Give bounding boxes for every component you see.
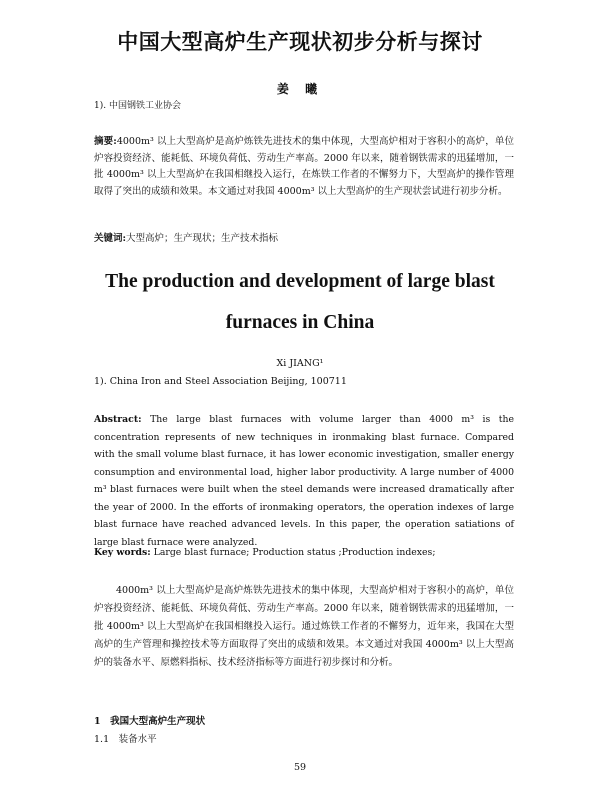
- abstract-cn: [94, 134, 514, 200]
- abstract-en-label: Abstract:: [94, 414, 142, 425]
- author-name-cn: 姜 曦: [276, 82, 324, 96]
- author-name-en: Xi JIANG¹: [276, 358, 324, 369]
- keywords-cn-label: 关键词:: [94, 233, 127, 244]
- abstract-en: [94, 411, 514, 551]
- abstract-en-text: The large blast furnaces with volume larger than 4000 m³ is the concentration represents of new techniques in ironmaking blast furnace. Compared with the small volume blast furnace, it has lower economic investigation, smaller energy consumption and environmental load, higher labor productivity. A large number of 4000 m³ blast furnaces were built when the steel demands were increased dramatically after the year of 2000. In the efforts of ironmaking operators, the operation indexes of large blast furnace have reached advanced levels. In this paper, the operation satiations of large blast furnace were analyzed.: [94, 414, 514, 548]
- paper-title-cn: 中国大型高炉生产现状初步分析与探讨: [117, 30, 483, 54]
- affiliation-en: 1). China Iron and Steel Association Beijing, 100711: [94, 376, 347, 387]
- keywords-en-text: Large blast furnace; Production status ;Production indexes;: [153, 547, 436, 558]
- affiliation-cn: 1). 中国钢铁工业协会: [94, 101, 181, 111]
- section-heading-1-1: 1.1 装备水平: [94, 734, 157, 745]
- abstract-cn-text: 4000m³ 以上大型高炉是高炉炼铁先进技术的集中体现，大型高炉相对于容积小的高炉，单位炉容投资经济、能耗低、环境负荷低、劳动生产率高。2000 年以来，随着钢铁需求的迅猛增加，一批 4000m³ 以上大型高炉在我国相继投入运行，在炼铁工作者的不懈努力下，大型高炉的操作管理取得了突出的成绩和效果。本文通过对我国 4000m³ 以上大型高炉的生产现状尝试进行初步分析。: [94, 136, 515, 197]
- section-heading-1: 1 我国大型高炉生产现状: [94, 716, 206, 727]
- keywords-en: [94, 544, 514, 562]
- paper-title-en-line1: The production and development of large blast: [105, 271, 495, 292]
- keywords-cn: [94, 231, 514, 248]
- keywords-en-label: Key words:: [94, 547, 151, 558]
- body-paragraph-cn: 4000m³ 以上大型高炉是高炉炼铁先进技术的集中体现，大型高炉相对于容积小的高炉，单位炉容投资经济、能耗低、环境负荷低、劳动生产率高。2000 年以来，随着钢铁需求的迅猛增加，一批 4000m³ 以上大型高炉在我国相继投入运行。通过炼铁工作者的不懈努力，近年来，我国在大型高炉的生产管理和操控技术等方面取得了突出的成绩和效果。本文通过对我国 4000m³ 以上大型高炉的装备水平、原燃料指标、技术经济指标等方面进行初步探讨和分析。: [94, 585, 514, 668]
- paper-title-en-line2: furnaces in China: [225, 312, 375, 333]
- page-number: 59: [293, 762, 307, 773]
- keywords-cn-text: 大型高炉；生产现状；生产技术指标: [126, 233, 279, 244]
- abstract-cn-label: 摘要:: [94, 136, 117, 147]
